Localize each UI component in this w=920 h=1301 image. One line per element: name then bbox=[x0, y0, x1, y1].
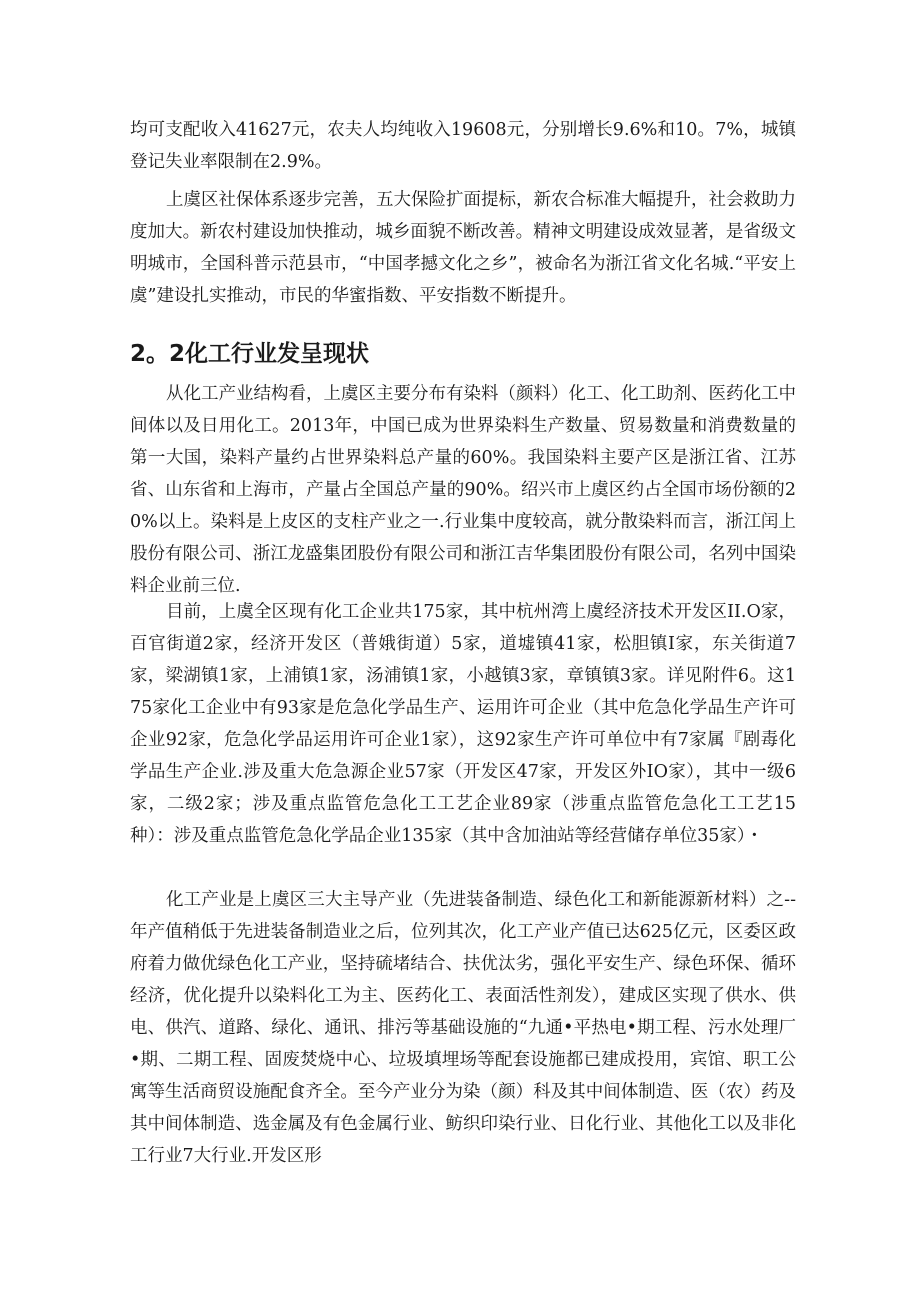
paragraph-income: 均可支配收入41627元，农夫人均纯收入19608元，分别增长9.6%和10。7%，城镇登记失业率限制在2.9%。 bbox=[130, 120, 796, 172]
paragraph-industry-structure: 从化工产业结构看，上虞区主要分布有染料（颜料）化工、化工助剂、医药化工中间体以及日用化工。2013年，中国已成为世界染料生产数量、贸易数量和消费数量的第一大国，染料产量约占世界染料总产量的60%。我国染料主要产区是浙江省、江苏省、山东省和上海市，产量占全国总产量的90%。绍兴市上虞区约占全国市场份额的20%以上。染料是上皮区的支柱产业之一.行业集中度较高，就分散染料而言，浙江闰上股份有限公司、浙江龙盛集团股份有限公司和浙江吉华集团股份有限公司，名列中国染料企业前三位. bbox=[130, 384, 796, 596]
paragraph-leading-industry: 化工产业是上虞区三大主导产业（先进装备制造、绿色化工和新能源新材料）之--年产值稍低于先进装备制造业之后，位列其次，化工产业产值已达625亿元，区委区政府着力做优绿色化工产业，坚持硫堵结合、扶优汰劣，强化平安生产、绿色环保、循环经济，优化提升以染料化工为主、医药化工、表面活性剂发），建成区实现了供水、供电、供汽、道路、绿化、通讯、排污等基础设施的“九通•平热电•期工程、污水处理厂•期、二期工程、固废焚烧中心、垃圾填埋场等配套设施都已建成投用，宾馆、职工公寓等生活商贸设施配食齐全。至今产业分为染（颜）科及其中间体制造、医（农）药及其中间体制造、选金属及有色金属行业、鲂织印染行业、日化行业、其他化工以及非化工行业7大行业.开发区形 bbox=[130, 890, 796, 1166]
section-heading: 2。2化工行业发呈现状 bbox=[130, 341, 370, 367]
paragraph-enterprise-count: 目前，上虞全区现有化工企业共175家，其中杭州湾上虞经济技术开发区II.O家，百官街道2家，经济开发区（普娥街道）5家，道墟镇41家，松胆镇I家，东关街道7家，梁湖镇1家，上浦镇1家，汤浦镇1家，小越镇3家，章镇镇3家。详见附件6。这175家化工企业中有93家是危急化学品生产、运用许可企业（其中危急化学品生产许可企业92家，危急化学品运用许可企业1家），这92家生产许可单位中有7家属『剧毒化学品生产企业.涉及重大危急源企业57家（开发区47家，开发区外IO家），其中一级6家，二级2家；涉及重点监管危急化工工艺企业89家（涉重点监管危急化工工艺15种）：涉及重点监管危急化学品企业135家（其中含加油站等经营储存单位35家）・ bbox=[130, 602, 796, 846]
paragraph-social-security: 上虞区社保体系逐步完善，五大保险扩面提标，新农合标准大幅提升，社会救助力度加大。新农村建设加快推动，城乡面貌不断改善。精神文明建设成效显著，是省级文明城市，全国科普示范县市，“中国孝撼文化之乡”，被命名为浙江省文化名城.“平安上虞”建设扎实推动，市民的华蜜指数、平安指数不断提升。 bbox=[130, 190, 796, 306]
